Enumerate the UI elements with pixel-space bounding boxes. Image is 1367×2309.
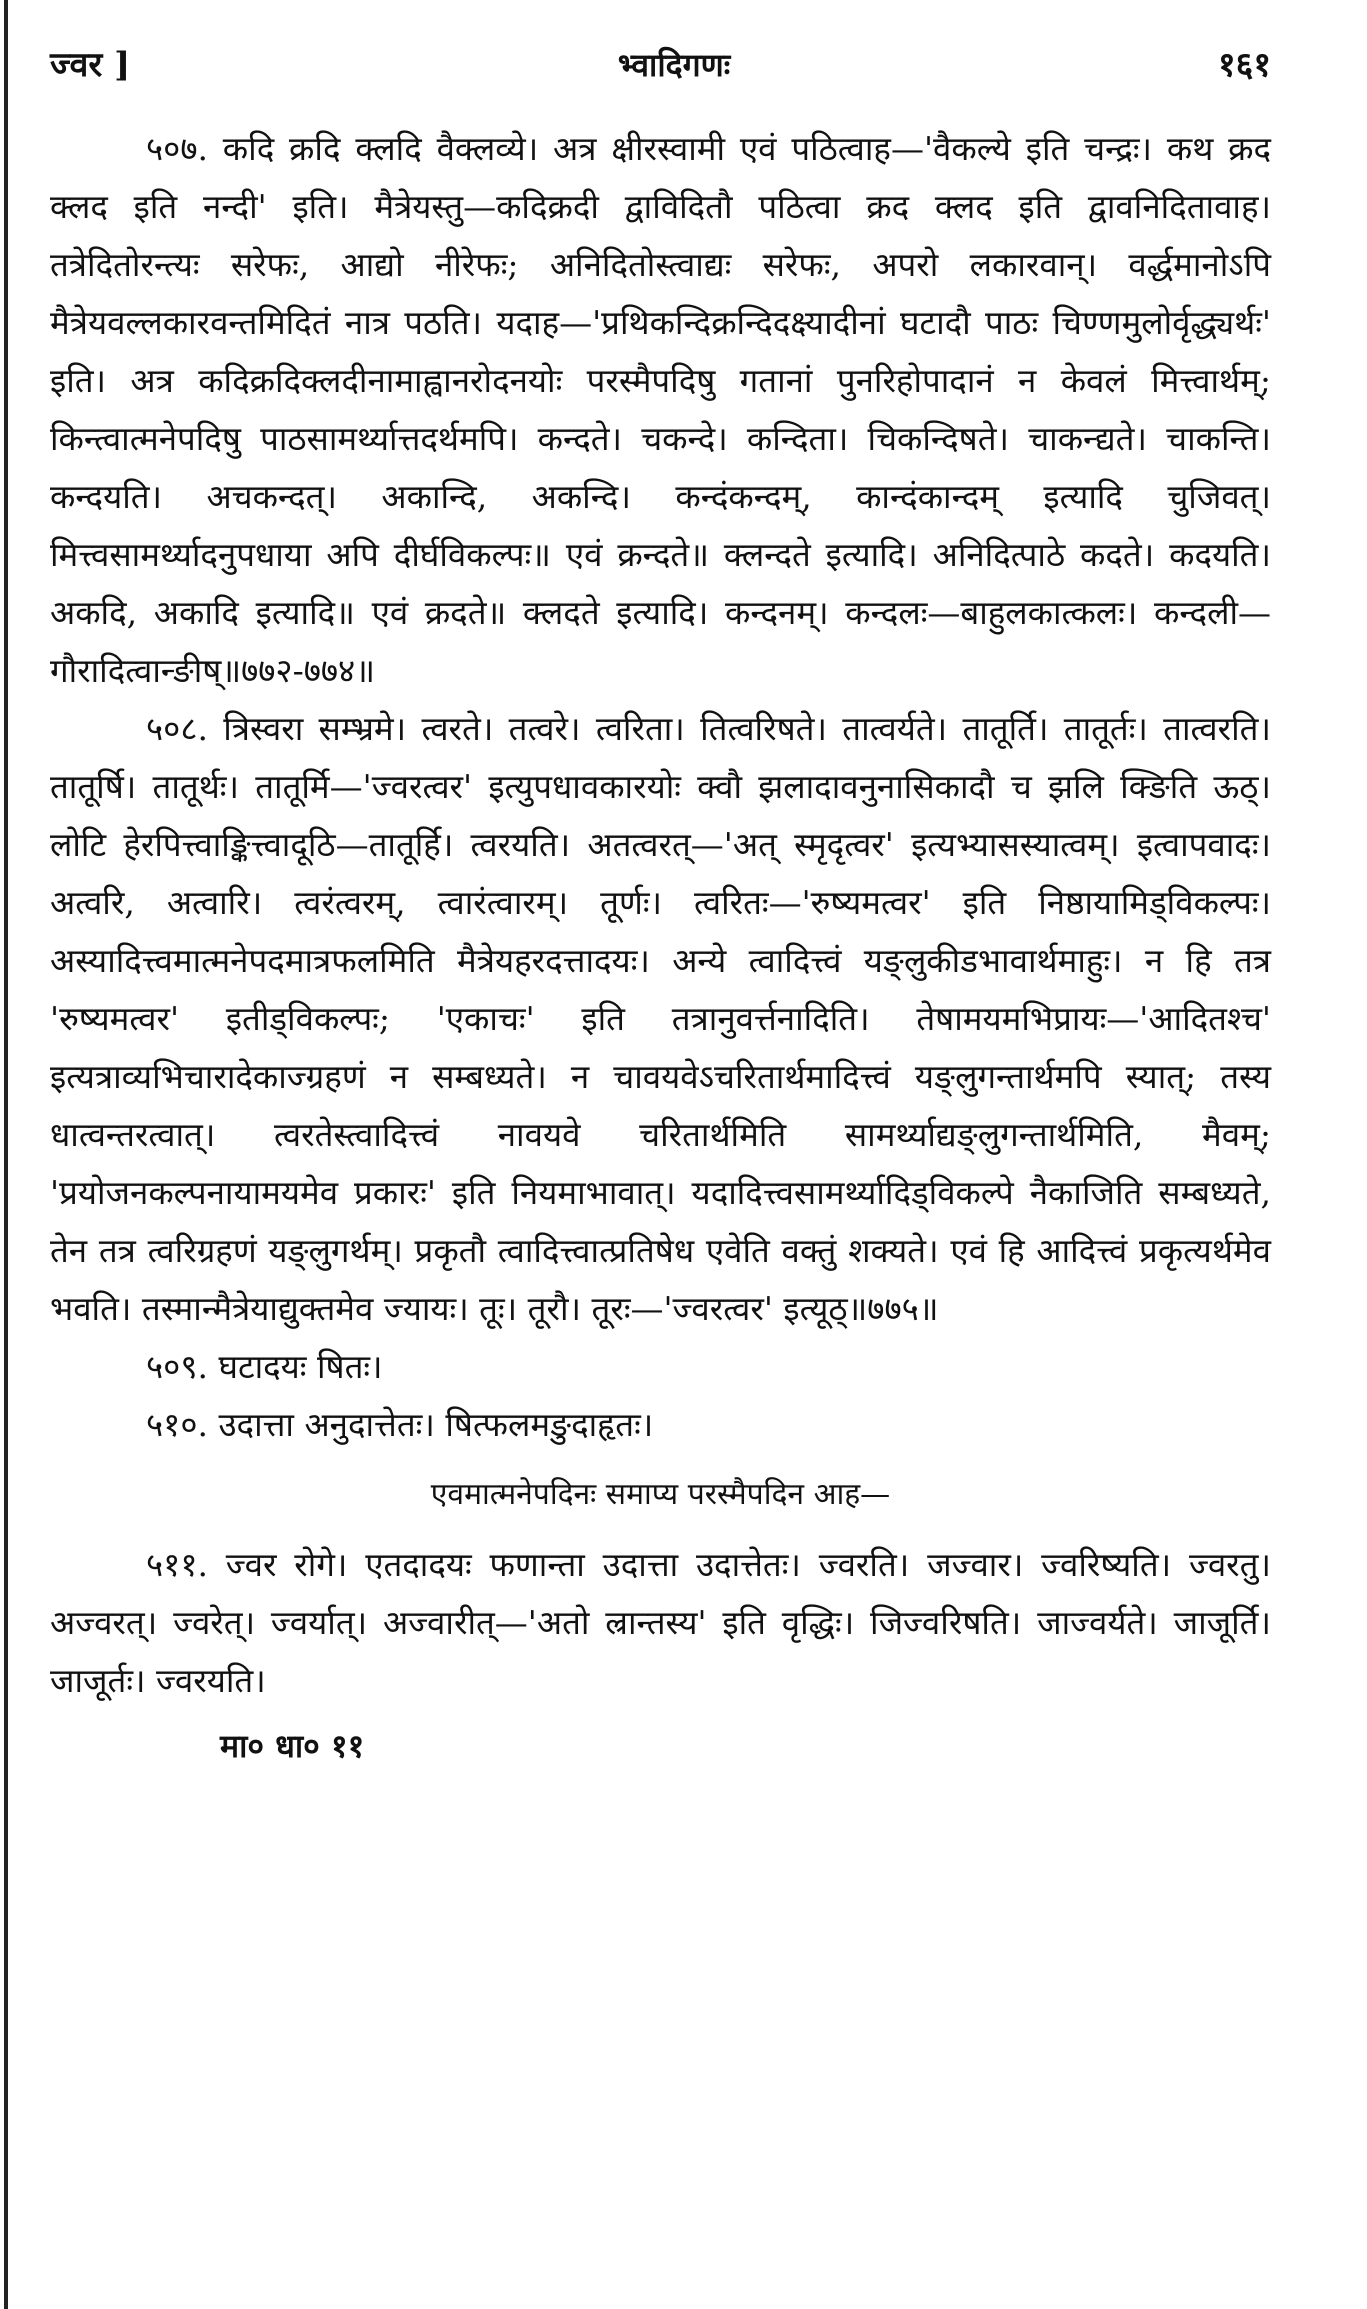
- paragraph-510: ५१०. उदात्ता अनुदात्तेतः। षित्फलमङुदाहृतः।: [146, 1405, 654, 1444]
- section-heading: एवमात्मनेपदिनः समाप्य परस्मैपदिन आह—: [430, 1477, 891, 1512]
- paragraph-509: ५०९. घटादयः षितः।: [146, 1347, 383, 1386]
- signature-mark: मा० धा० ११: [220, 1727, 365, 1765]
- paragraph-507: ५०७. कदि क्रदि क्लदि वैक्लव्ये। अत्र क्षीरस्वामी एवं पठित्वाह—'वैकल्ये इति चन्द्रः। कथ क्रद क्लद इति नन्दी' इति। मैत्रेयस्तु—कदिक्रदी द्वाविदितौ पठित्वा क्रद क्लद इति द्वावनिदितावाह। तत्रेदितोरन्त्यः सरेफः, आद्यो नीरेफः; अनिदितोस्त्वाद्यः सरेफः, अपरो लकारवान्। वर्द्धमानोऽपि मैत्रेयवल्लकारवन्तमिदितं नात्र पठति। यदाह—'प्रथिकन्दिक्रन्दिदक्ष्यादीनां घटादौ पाठः चिण्णमुलोर्वृद्ध्यर्थः' इति। अत्र कदिक्रदिक्लदीनामाह्वानरोदनयोः परस्मैपदिषु गतानां पुनरिहोपादानं न केवलं मित्त्वार्थम्; किन्त्वात्मनेपदिषु पाठसामर्थ्यात्तदर्थमपि। कन्दते। चकन्दे। कन्दिता। चिकन्दिषते। चाकन्द्यते। चाकन्ति। कन्दयति। अचकन्दत्। अकान्दि, अकन्दि। कन्दंकन्दम्, कान्दंकान्दम् इत्यादि चुजिवत्। मित्त्वसामर्थ्यादनुपधाया अपि दीर्घविकल्पः॥ एवं क्रन्दते॥ क्लन्दते इत्यादि। अनिदित्पाठे कदते। कदयति। अकदि, अकादि इत्यादि॥ एवं क्रदते॥ क्लदते इत्यादि। कन्दनम्। कन्दलः—बाहुलकात्कलः। कन्दली—गौरादित्वान्ङीष्॥७७२-७७४॥: [50, 129, 1271, 690]
- body-text: [50, 120, 1271, 1710]
- page-spine-edge: [4, 0, 8, 2309]
- paragraph-508: ५०८. त्रिस्वरा सम्भ्रमे। त्वरते। तत्वरे। त्वरिता। तित्वरिषते। तात्वर्यते। तातूर्ति। तातूर्तः। तात्वरति। तातूर्षि। तातूर्थः। तातूर्मि—'ज्वरत्वर' इत्युपधावकारयोः क्वौ झलादावनुनासिकादौ च झलि क्ङिति ऊठ्। लोटि हेरपित्त्वाङ्कित्त्वादूठि—तातूर्हि। त्वरयति। अतत्वरत्—'अत् स्मृदृत्वर' इत्यभ्यासस्यात्वम्। इत्वापवादः। अत्वरि, अत्वारि। त्वरंत्वरम्, त्वारंत्वारम्। तूर्णः। त्वरितः—'रुष्यमत्वर' इति निष्ठायामिड्विकल्पः। अस्यादित्त्वमात्मनेपदमात्रफलमिति मैत्रेयहरदत्तादयः। अन्ये त्वादित्त्वं यङ्लुकीडभावार्थमाहुः। न हि तत्र 'रुष्यमत्वर' इतीड्विकल्पः; 'एकाचः' इति तत्रानुवर्त्तनादिति। तेषामयमभिप्रायः—'आदितश्च' इत्यत्राव्यभिचारादेकाज्ग्रहणं न सम्बध्यते। न चावयवेऽचरितार्थमादित्त्वं यङ्लुगन्तार्थमपि स्यात्; तस्य धात्वन्तरत्वात्। त्वरतेस्त्वादित्त्वं नावयवे चरितार्थमिति सामर्थ्याद्यङ्लुगन्तार्थमिति, मैवम्; 'प्रयोजनकल्पनायामयमेव प्रकारः' इति नियमाभावात्। यदादित्त्वसामर्थ्यादिड्विकल्पे नैकाजिति सम्बध्यते, तेन तत्र त्वरिग्रहणं यङ्लुगर्थम्। प्रकृतौ त्वादित्त्वात्प्रतिषेध एवेति वक्तुं शक्यते। एवं हि आदित्त्वं प्रकृत्यर्थमेव भवति। तस्मान्मैत्रेयाद्युक्तमेव ज्यायः। तूः। तूरौ। तूरः—'ज्वरत्वर' इत्यूठ्॥७७५॥: [50, 709, 1271, 1328]
- running-header: [50, 40, 1271, 86]
- header-left: ज्वर ]: [50, 45, 131, 85]
- page-number: १६१: [1217, 45, 1271, 85]
- header-center: भ्वादिगणः: [617, 46, 731, 84]
- paragraph-511: ५११. ज्वर रोगे। एतदादयः फणान्ता उदात्ता उदात्तेतः। ज्वरति। जज्वार। ज्वरिष्यति। ज्वरतु। अज्वरत्। ज्वरेत्। ज्वर्यात्। अज्वारीत्—'अतो ल्रान्तस्य' इति वृद्धिः। जिज्वरिषति। जाज्वर्यते। जाजूर्ति। जाजूर्तः। ज्वरयति।: [50, 1545, 1271, 1700]
